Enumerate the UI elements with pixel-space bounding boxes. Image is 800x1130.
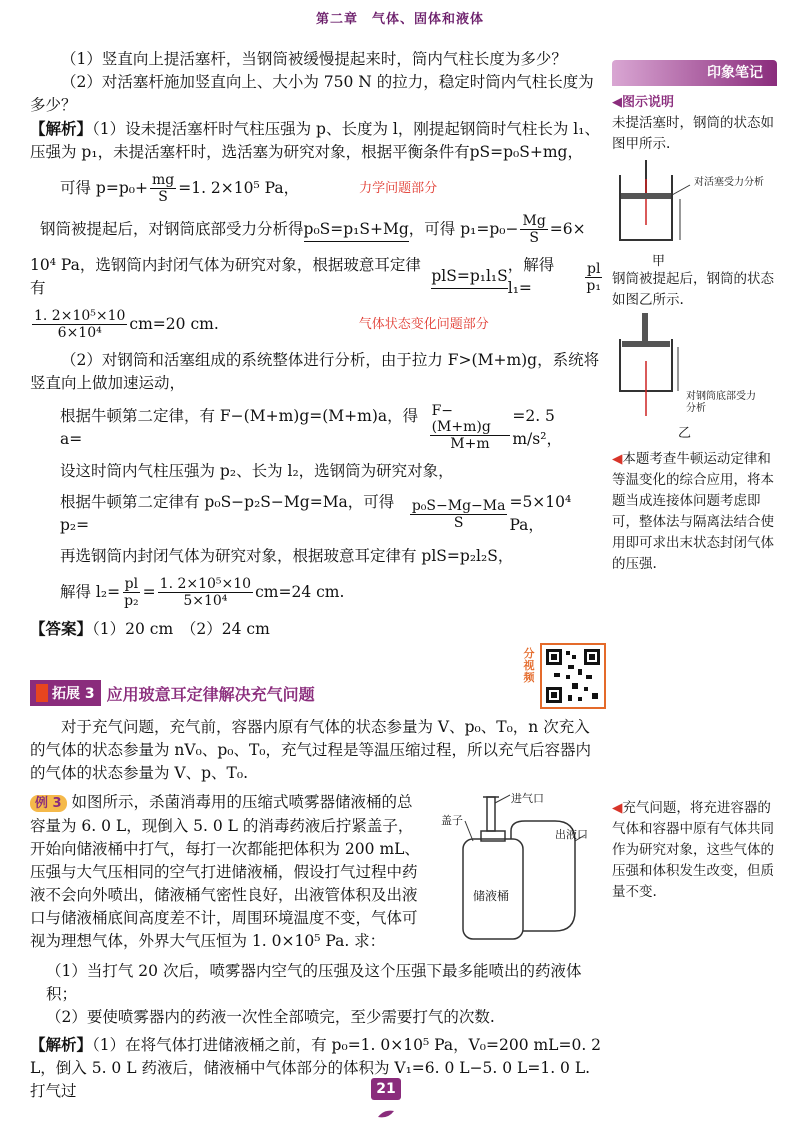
answer-line	[30, 617, 605, 641]
frac-den: M+m	[450, 436, 490, 452]
tank-label: 储液桶	[473, 889, 510, 903]
answer-text: （1）20 cm （2）24 cm	[92, 620, 270, 638]
eq-text: 钢筒被提起后，对钢筒底部受力分析得	[40, 220, 304, 238]
flag-icon	[36, 684, 48, 702]
answer-tag: 【答案】	[30, 619, 93, 638]
figure-b	[612, 311, 782, 443]
frac-den: p₁	[586, 277, 601, 294]
example-body: 如图所示，杀菌消毒用的压缩式喷雾器储液桶的总容量为 6. 0 L，现倒入 5. 0 L 的消毒药液后拧紧盖子，开始向储液桶中打气，每打一次都能把体积为 200 mL、压强与大气压相同的空气打进储液桶，假设打气过程中药液不会向外喷出，储液桶气密性良好，出液管体积及出液口与储液桶底间高度差不计，周围环境温度不变，气体可视为理想气体，外界大气压恒为 1. 0×10⁵ Pa. 求：	[30, 793, 420, 950]
cylinder-a-diagram-icon	[612, 155, 782, 255]
figure-a-text: 未提活塞时，钢筒的状态如图甲所示.	[612, 115, 774, 152]
figure-explanation-label: ◀图示说明	[612, 95, 674, 110]
equation-p1	[30, 213, 605, 246]
equation-p2	[30, 491, 605, 537]
underlined-formula: p₀S=p₁S+Mg	[304, 218, 409, 242]
fraction	[122, 576, 141, 609]
page-number: 21	[371, 1078, 401, 1100]
analysis-tag: 【解析】	[30, 119, 93, 138]
fraction	[410, 498, 508, 531]
lid-label: 盖子	[441, 814, 463, 827]
figure-b-caption: 乙	[678, 426, 692, 441]
frac-den: S	[158, 189, 168, 205]
intro-paragraph: 对于充气问题，充气前，容器内原有气体的状态参量为 V、p₀、T₀，n 次充入的气体的状态参量为 nV₀、p₀、T₀，充气过程是等温压缩过程，所以充气后容器内的气体的状态参量为 V、p、T₀.	[30, 718, 592, 782]
example-question-2: （2）要使喷雾器内的药液一次性全部喷完，至少需要打气的次数.	[46, 1008, 495, 1026]
fraction	[150, 172, 176, 205]
handwritten-note-gas: 气体状态变化问题部分	[358, 317, 489, 332]
equation-a	[30, 403, 605, 452]
qr-label: 分视频	[523, 647, 535, 684]
frac-num: pl	[124, 576, 139, 592]
fraction	[520, 213, 547, 246]
section-heading	[30, 679, 605, 707]
figure-b-note: 对钢筒底部受力分析	[686, 391, 756, 414]
sprayer-figure	[425, 791, 605, 958]
figure-a	[612, 155, 782, 269]
sidebar-note-2	[612, 798, 782, 903]
solution-text-1: （1）设未提活塞杆时气柱压强为 p、长度为 l，刚提起钢筒时气柱长为 l₁、压强为 p₁，未提活塞杆时，选活塞为研究对象，根据平衡条件有pS=p₀S+mg，	[30, 120, 600, 161]
eq-text: cm=20 cm.	[129, 315, 219, 333]
solution-tag: 【解析】	[30, 1035, 93, 1054]
triangle-marker-icon: ◀	[612, 451, 623, 467]
frac-den: 5×10⁴	[183, 593, 228, 609]
solution-line-boyle: 再选钢筒内封闭气体为研究对象，根据玻意耳定律有 plS=p₂l₂S，	[60, 547, 514, 565]
eq-text: =2. 5 m/s²，	[512, 406, 562, 448]
example-tag: 例 3	[30, 795, 67, 812]
example-question-1: （1）当打气 20 次后，喷雾器内空气的压强及这个压强下最多能喷出的药液体积；	[46, 962, 582, 1003]
eq-text: ，解得 l₁=	[507, 256, 555, 297]
frac-num: pl	[586, 260, 601, 277]
notes-header	[612, 60, 777, 86]
solution-line-p2: 设这时筒内气柱压强为 p₂、长为 l₂，选钢筒为研究对象，	[60, 462, 454, 480]
example-solution	[30, 1033, 605, 1103]
fraction	[584, 261, 603, 294]
sidebar-notes	[612, 60, 782, 575]
frac-num: 1. 2×10⁵×10	[34, 308, 126, 324]
figure-a-note: 对活塞受力分析	[694, 177, 764, 188]
example-text	[30, 791, 425, 958]
leaf-ornament-icon	[376, 1104, 396, 1114]
frac-den: 6×10⁴	[57, 325, 102, 341]
lower-content	[30, 716, 605, 1103]
note-2-text: 充气问题，将充进容器的气体和容器中原有气体共同作为研究对象，这些气体的压强和体积发生改变，但质量不变.	[612, 800, 774, 900]
frac-den: p₂	[124, 593, 139, 609]
inlet-label: 进气口	[511, 792, 544, 805]
main-content	[30, 48, 605, 641]
eq-text: ，可得 p₁=p₀−	[408, 220, 519, 238]
eq-text: 根据牛顿第二定律有 p₀S−p₂S−Mg=Ma，可得 p₂=	[60, 493, 395, 534]
solution-part2: （2）对钢筒和活塞组成的系统整体进行分析，由于拉力 F>(M+m)g，系统将竖直向上做加速运动，	[30, 351, 600, 392]
frac-num: p₀S−Mg−Ma	[411, 497, 506, 514]
figure-b-text: 钢筒被提起后，钢筒的状态如图乙所示.	[612, 271, 774, 308]
triangle-marker-icon: ◀	[612, 800, 623, 816]
handwritten-note-mechanics: 力学问题部分	[359, 181, 438, 196]
fraction	[158, 576, 253, 609]
eq-text: 10⁴ Pa，选钢筒内封闭气体为研究对象，根据玻意耳定律有	[30, 256, 421, 297]
equation-l1-value	[30, 308, 605, 341]
section-badge-text: 拓展 3	[52, 686, 95, 702]
frac-num: F−(M+m)g	[430, 403, 511, 436]
equation-p	[30, 172, 605, 205]
eq-text: 可得 p=p₀+	[60, 179, 148, 197]
eq-text: 解得 l₂=	[60, 583, 121, 601]
eq-text: =1. 2×10⁵ Pa，	[178, 179, 300, 197]
equation-l2	[30, 576, 605, 609]
outlet-label: 出液口	[555, 828, 588, 841]
chapter-header: 第二章 气体、固体和液体	[315, 12, 484, 27]
figure-a-caption: 甲	[652, 254, 666, 269]
equation-l1	[30, 254, 605, 300]
eq-text: 根据牛顿第二定律，有 F−(M+m)g=(M+m)a，得 a=	[60, 406, 419, 448]
fraction	[32, 308, 127, 341]
solution-part1	[30, 117, 605, 164]
sidebar-note-1	[612, 449, 782, 575]
eq-text: cm=24 cm.	[255, 583, 345, 601]
frac-num: 1. 2×10⁵×10	[159, 576, 252, 592]
example-solution-text: （1）在将气体打进储液桶之前，有 p₀=1. 0×10⁵ Pa，V₀=200 mL=0. 2 L，倒入 5. 0 L 药液后，储液桶中气体部分的体积为 V₁=6. 0 L−5. 0 L=1. 0 L. 打气过	[30, 1036, 602, 1100]
note-1-text: 本题考查牛顿运动定律和等温变化的综合应用，将本题当成连接体问题考虑即可，整体法与隔离法结合使用即可求出末状态封闭气体的压强.	[612, 451, 774, 572]
frac-num: Mg	[522, 213, 546, 229]
section-badge	[30, 680, 101, 706]
frac-den: S	[529, 230, 539, 246]
frac-num: mg	[151, 172, 175, 188]
section-title: 应用玻意耳定律解决充气问题	[106, 684, 315, 704]
question-2: （2）对活塞杆施加竖直向上、大小为 750 N 的拉力，稳定时筒内气柱长度为多少？	[30, 73, 594, 114]
eq-text: =	[142, 583, 156, 601]
example-block	[30, 791, 605, 958]
eq-text: =5×10⁴ Pa，	[509, 493, 572, 534]
underlined-formula: plS=p₁l₁S	[431, 265, 507, 289]
notes-title: 印象笔记	[707, 64, 763, 81]
eq-text: =6×	[549, 220, 586, 238]
fraction	[430, 403, 511, 452]
question-1: （1）竖直向上提活塞杆，当钢筒被缓慢提起来时，筒内气柱长度为多少？	[61, 50, 567, 68]
frac-den: S	[453, 514, 464, 531]
